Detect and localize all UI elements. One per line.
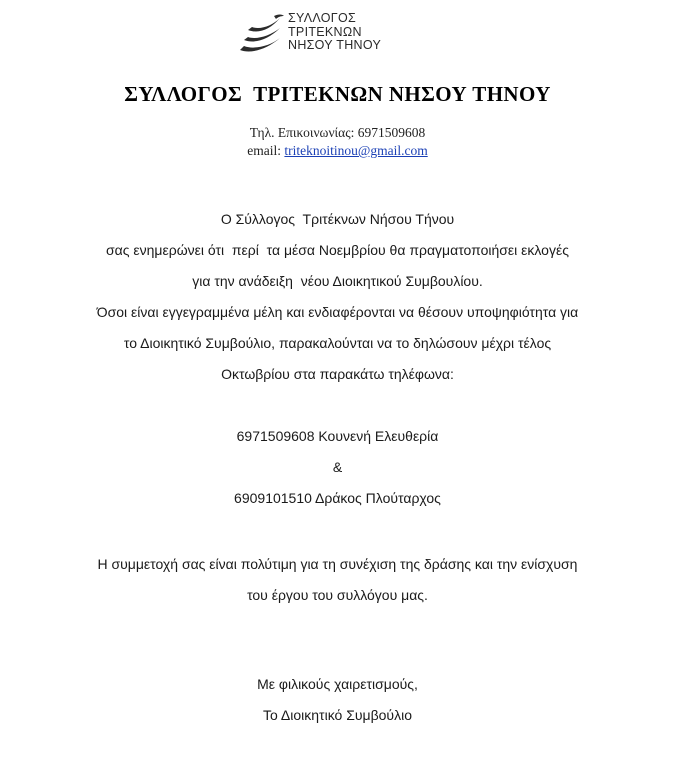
phone-contact-line: 6909101510 Δράκος Πλούταρχος [234,490,441,506]
signature-line: Το Διοικητικό Συμβούλιο [263,707,412,723]
text-line: του έργου του συλλόγου μας. [247,587,428,603]
text-line: για την ανάδειξη νέου Διοικητικού Συμβουλίου. [192,273,483,289]
email-row [0,142,675,160]
phone-row [0,124,675,142]
ampersand-line: & [332,459,343,475]
phone-contact-line: 6971509608 Κουνενή Ελευθερία [236,428,439,444]
document-title: ΣΥΛΛΟΓΟΣ ΤΡΙΤΕΚΝΩΝ ΝΗΣΟΥ ΤΗΝΟΥ [124,82,551,106]
text-line: Ο Σύλλογος Τριτέκνων Νήσου Τήνου [220,211,455,227]
candidate-phones [0,421,675,514]
logo-line: ΤΡΙΤΕΚΝΩΝ [288,24,362,39]
bird-swirl-logo-icon [236,10,286,56]
email-link[interactable]: triteknoitinou@gmail.com [284,143,428,158]
association-logo [236,10,436,56]
text-line: σας ενημερώνει ότι περί τα μέσα Νοεμβρίου θα πραγματοποιήσει εκλογές [106,242,569,258]
contact-info [0,124,675,160]
email-label: email: [247,143,282,158]
announcement-paragraph [0,204,675,390]
logo-line: ΣΥΛΛΟΓΟΣ [288,11,357,25]
text-line: Η συμμετοχή σας είναι πολύτιμη για τη συνέχιση της δράσης και την ενίσχυση [97,556,578,572]
closing-signature [0,669,675,731]
text-line: το Διοικητικό Συμβούλιο, παρακαλούνται να το δηλώσουν μέχρι τέλος [123,335,552,351]
text-line: Όσοι είναι εγγεγραμμένα μέλη και ενδιαφέρονται να θέσουν υποψηφιότητα για [96,304,579,320]
phone-label: Τηλ. Επικοινωνίας: [249,125,355,140]
logo-line: ΝΗΣΟΥ ΤΗΝΟΥ [288,38,382,52]
thanks-paragraph [0,549,675,611]
phone-number: 6971509608 [357,125,426,140]
text-line: Οκτωβρίου στα παρακάτω τηλέφωνα: [221,366,454,382]
greeting-line: Με φιλικούς χαιρετισμούς, [257,676,418,692]
logo-wordmark [288,12,381,53]
